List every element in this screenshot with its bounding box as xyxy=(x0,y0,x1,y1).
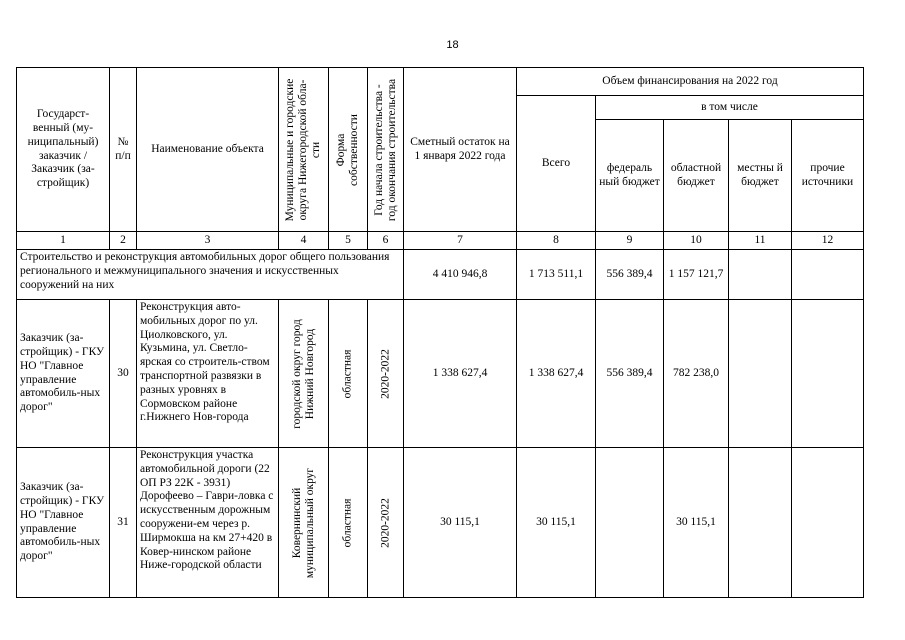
row-total: 1 338 627,4 xyxy=(517,300,596,448)
header-num: № п/п xyxy=(110,68,137,232)
row-ownership-text: областная xyxy=(341,498,354,547)
col-number: 6 xyxy=(368,232,404,250)
row-ownership-text: областная xyxy=(341,349,354,398)
row-federal xyxy=(596,448,664,598)
col-number: 4 xyxy=(279,232,329,250)
section-other xyxy=(792,250,864,300)
row-customer: Заказчик (за-стройщик) - ГКУ НО "Главное управление автомобиль-ных дорог" xyxy=(17,448,110,598)
header-years xyxy=(368,68,404,232)
table-row xyxy=(17,448,864,598)
row-total: 30 115,1 xyxy=(517,448,596,598)
row-ownership xyxy=(329,448,368,598)
header-municipal-line3: сти xyxy=(310,141,323,158)
row-local xyxy=(729,300,792,448)
row-other xyxy=(792,300,864,448)
col-number: 3 xyxy=(137,232,279,250)
header-federal: федераль ный бюджет xyxy=(596,120,664,232)
header-total: Всего xyxy=(517,96,596,232)
header-balance: Сметный остаток на 1 января 2022 года xyxy=(404,68,517,232)
row-balance: 30 115,1 xyxy=(404,448,517,598)
row-municipal xyxy=(279,300,329,448)
col-number: 7 xyxy=(404,232,517,250)
col-number: 10 xyxy=(664,232,729,250)
row-customer: Заказчик (за-стройщик) - ГКУ НО "Главное управление автомобиль-ных дорог" xyxy=(17,300,110,448)
row-years xyxy=(368,300,404,448)
header-other: прочие источники xyxy=(792,120,864,232)
header-ownership-line2: собственности xyxy=(348,113,360,186)
header-municipal xyxy=(279,68,329,232)
financing-table xyxy=(16,67,864,598)
section-regional: 1 157 121,7 xyxy=(664,250,729,300)
header-regional: областной бюджет xyxy=(664,120,729,232)
header-ownership xyxy=(329,68,368,232)
header-funding: Объем финансирования на 2022 год xyxy=(517,68,864,96)
col-number: 1 xyxy=(17,232,110,250)
header-municipal-line1: Муниципальные и городские xyxy=(283,78,296,221)
row-years-text: 2020-2022 xyxy=(378,348,391,399)
row-local xyxy=(729,448,792,598)
header-years-line2: год окончания строительства xyxy=(385,78,398,221)
row-municipal xyxy=(279,448,329,598)
row-regional: 30 115,1 xyxy=(664,448,729,598)
header-name: Наименование объекта xyxy=(137,68,279,232)
row-other xyxy=(792,448,864,598)
row-municipal-line2: муниципальный округ xyxy=(303,467,316,578)
col-number: 9 xyxy=(596,232,664,250)
col-number: 12 xyxy=(792,232,864,250)
header-including: в том числе xyxy=(596,96,864,120)
col-number: 8 xyxy=(517,232,596,250)
header-ownership-line1: Форма xyxy=(334,133,347,166)
header-years-line1: Год начала строительства - xyxy=(372,83,385,216)
section-total: 1 713 511,1 xyxy=(517,250,596,300)
col-number: 2 xyxy=(110,232,137,250)
header-customer: Государст-венный (му-ниципальный) заказчик / Заказчик (за-стройщик) xyxy=(17,68,110,232)
section-title: Строительство и реконструкция автомобильных дорог общего пользования регионального и межмуниципального значения и искусственных сооружений на них xyxy=(17,250,404,300)
page-number: 18 xyxy=(446,39,459,51)
row-balance: 1 338 627,4 xyxy=(404,300,517,448)
row-years xyxy=(368,448,404,598)
row-municipal-line1: Ковернинский xyxy=(290,487,303,558)
header-local: местны й бюджет xyxy=(729,120,792,232)
section-local xyxy=(729,250,792,300)
row-years-text: 2020-2022 xyxy=(378,497,391,548)
section-federal: 556 389,4 xyxy=(596,250,664,300)
row-federal: 556 389,4 xyxy=(596,300,664,448)
row-regional: 782 238,0 xyxy=(664,300,729,448)
row-ownership xyxy=(329,300,368,448)
section-balance: 4 410 946,8 xyxy=(404,250,517,300)
col-number: 5 xyxy=(329,232,368,250)
col-number: 11 xyxy=(729,232,792,250)
row-name: Реконструкция авто-мобильных дорог по ул. Циолковского, ул. Кузьмина, ул. Светло-ярская со строитель-ством транспортной развязки в разных уровнях в Сормовском районе г.Нижнего Нов-города xyxy=(137,300,279,448)
row-municipal-line1: городской округ город xyxy=(290,318,303,429)
row-municipal-line2: Нижний Новгород xyxy=(303,328,316,419)
row-num: 31 xyxy=(110,448,137,598)
table-row xyxy=(17,300,864,448)
row-name: Реконструкция участка автомобильной дороги (22 ОП РЗ 22К - 3931) Дорофеево – Гаври-ловка с искусственным дорожным сооружени-ем через р. Ширмокша на км 27+420 в Ковер-нинском районе Ниже-городской области xyxy=(137,448,279,598)
header-municipal-line2: округа Нижегородской обла- xyxy=(296,79,309,220)
row-num: 30 xyxy=(110,300,137,448)
